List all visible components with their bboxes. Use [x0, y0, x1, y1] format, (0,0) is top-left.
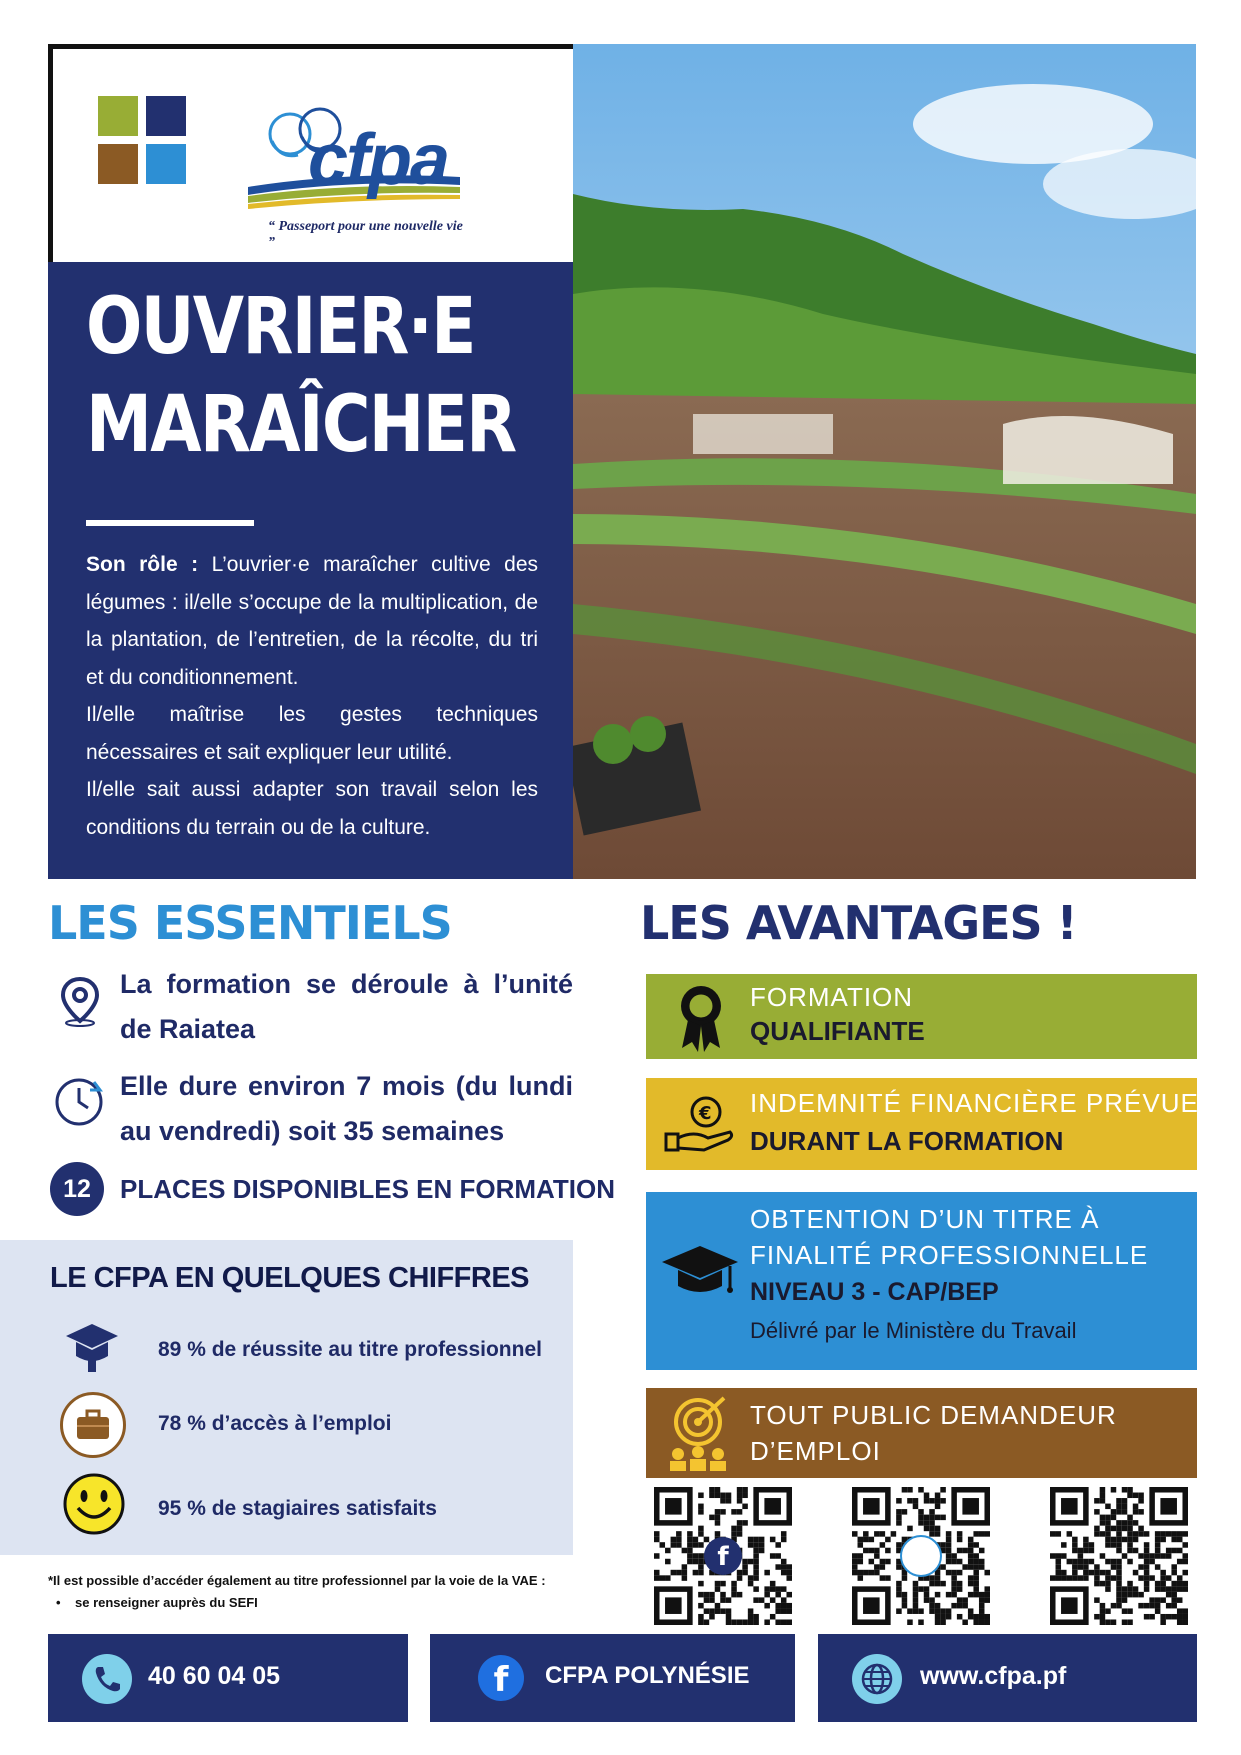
essentiel-places-text: PLACES DISPONIBLES EN FORMATION	[120, 1174, 615, 1204]
chiffre-reussite: 89 % de réussite au titre professionnel	[158, 1338, 542, 1361]
qr-code-website[interactable]	[1050, 1487, 1188, 1625]
facebook-page: CFPA POLYNÉSIE	[545, 1662, 750, 1689]
vegetable-garden-photo	[573, 44, 1196, 879]
vae-note-bullet-text: se renseigner auprès du SEFI	[75, 1595, 258, 1610]
avantage-3-line-1b: FINALITÉ PROFESSIONNELLE	[750, 1240, 1149, 1270]
title-divider	[86, 520, 254, 526]
page-title-line-1: OUVRIER·E	[86, 282, 475, 372]
essentiel-location-text: La formation se déroule à l’unité de Raiatea	[120, 969, 573, 1044]
footer-facebook[interactable]	[430, 1634, 795, 1722]
essentiel-duration-text: Elle dure environ 7 mois (du lundi au vendredi) soit 35 semaines	[120, 1071, 573, 1146]
logo-square-blue	[146, 144, 186, 184]
graduation-cap-icon	[62, 1318, 122, 1383]
role-paragraph-2: Il/elle maîtrise les gestes techniques nécessaires et sait expliquer leur utilité.	[86, 703, 538, 764]
avantage-2-line-2: DURANT LA FORMATION	[750, 1126, 1064, 1156]
avantage-1-line-1: FORMATION	[750, 982, 914, 1012]
avantage-public	[646, 1388, 1197, 1478]
target-people-icon	[664, 1394, 736, 1479]
vae-note-bullet: • se renseigner auprès du SEFI	[56, 1595, 258, 1610]
qr-code-cfpa[interactable]	[852, 1487, 990, 1625]
svg-text:€: €	[699, 1103, 712, 1124]
chiffre-emploi: 78 % d’accès à l’emploi	[158, 1412, 392, 1435]
avantage-4-line-2: D’EMPLOI	[750, 1436, 881, 1466]
vae-note: *Il est possible d’accéder également au titre professionnel par la voie de la VAE :	[48, 1573, 546, 1588]
avantage-1-line-2: QUALIFIANTE	[750, 1016, 925, 1046]
chiffres-panel	[0, 1240, 573, 1555]
qr-code-facebook[interactable]	[654, 1487, 792, 1625]
graduation-cap-icon	[660, 1240, 740, 1309]
title-panel	[48, 262, 573, 879]
chiffre-satisfaits: 95 % de stagiaires satisfaits	[158, 1497, 437, 1520]
avantage-qualifiante	[646, 974, 1197, 1059]
logo-square-brown	[98, 144, 138, 184]
avantage-3-line-3: Délivré par le Ministère du Travail	[750, 1318, 1077, 1343]
euro-hand-icon	[664, 1094, 736, 1159]
role-paragraph-1: L’ouvrier·e maraîcher cultive des légumes : il/elle s’occupe de la multiplication, de la plantation, de l’entretien, de la récolte, du tri et du conditionnement.	[86, 553, 538, 689]
phone-icon	[82, 1654, 132, 1704]
briefcase-icon	[60, 1392, 126, 1458]
facebook-icon: f	[478, 1655, 524, 1701]
award-ribbon-icon	[676, 982, 726, 1059]
avantage-indemnite	[646, 1078, 1197, 1170]
qr-cfpa-badge-icon	[900, 1535, 942, 1577]
smiley-icon	[62, 1472, 126, 1541]
website-url: www.cfpa.pf	[920, 1662, 1067, 1690]
avantage-2-line-1: INDEMNITÉ FINANCIÈRE PRÉVUE	[750, 1088, 1199, 1118]
number-badge-icon: 12	[50, 1162, 104, 1216]
avantage-4-line-1: TOUT PUBLIC DEMANDEUR	[750, 1400, 1117, 1430]
footer-phone[interactable]	[48, 1634, 408, 1722]
logo-square-navy	[146, 96, 186, 136]
chiffres-title: LE CFPA EN QUELQUES CHIFFRES	[50, 1262, 530, 1294]
avantage-3-line-1a: OBTENTION D’UN TITRE À	[750, 1204, 1100, 1234]
role-paragraph-3: Il/elle sait aussi adapter son travail selon les conditions du terrain ou de la culture.	[86, 778, 538, 839]
location-pin-icon	[55, 975, 105, 1032]
page-title-line-2: MARAÎCHER	[86, 380, 516, 470]
footer-website[interactable]	[818, 1634, 1197, 1722]
cfpa-logo	[228, 79, 468, 249]
avantage-3-line-2: NIVEAU 3 - CAP/BEP	[750, 1278, 999, 1306]
role-label: Son rôle :	[86, 553, 199, 576]
globe-icon	[852, 1654, 902, 1704]
qr-facebook-badge-icon: f	[704, 1537, 742, 1575]
brand-name: cfpa	[308, 120, 449, 200]
clock-icon	[50, 1072, 108, 1135]
logo-block	[48, 44, 573, 262]
tagline: “ Passeport pour une nouvelle vie ”	[268, 219, 463, 250]
qr-pattern-icon	[1050, 1487, 1188, 1625]
essentiels-title: LES ESSENTIELS	[48, 896, 452, 950]
role-description	[86, 546, 538, 846]
logo-square-green	[98, 96, 138, 136]
avantages-title: LES AVANTAGES !	[640, 896, 1077, 950]
avantage-titre	[646, 1192, 1197, 1370]
phone-number: 40 60 04 05	[148, 1662, 281, 1690]
